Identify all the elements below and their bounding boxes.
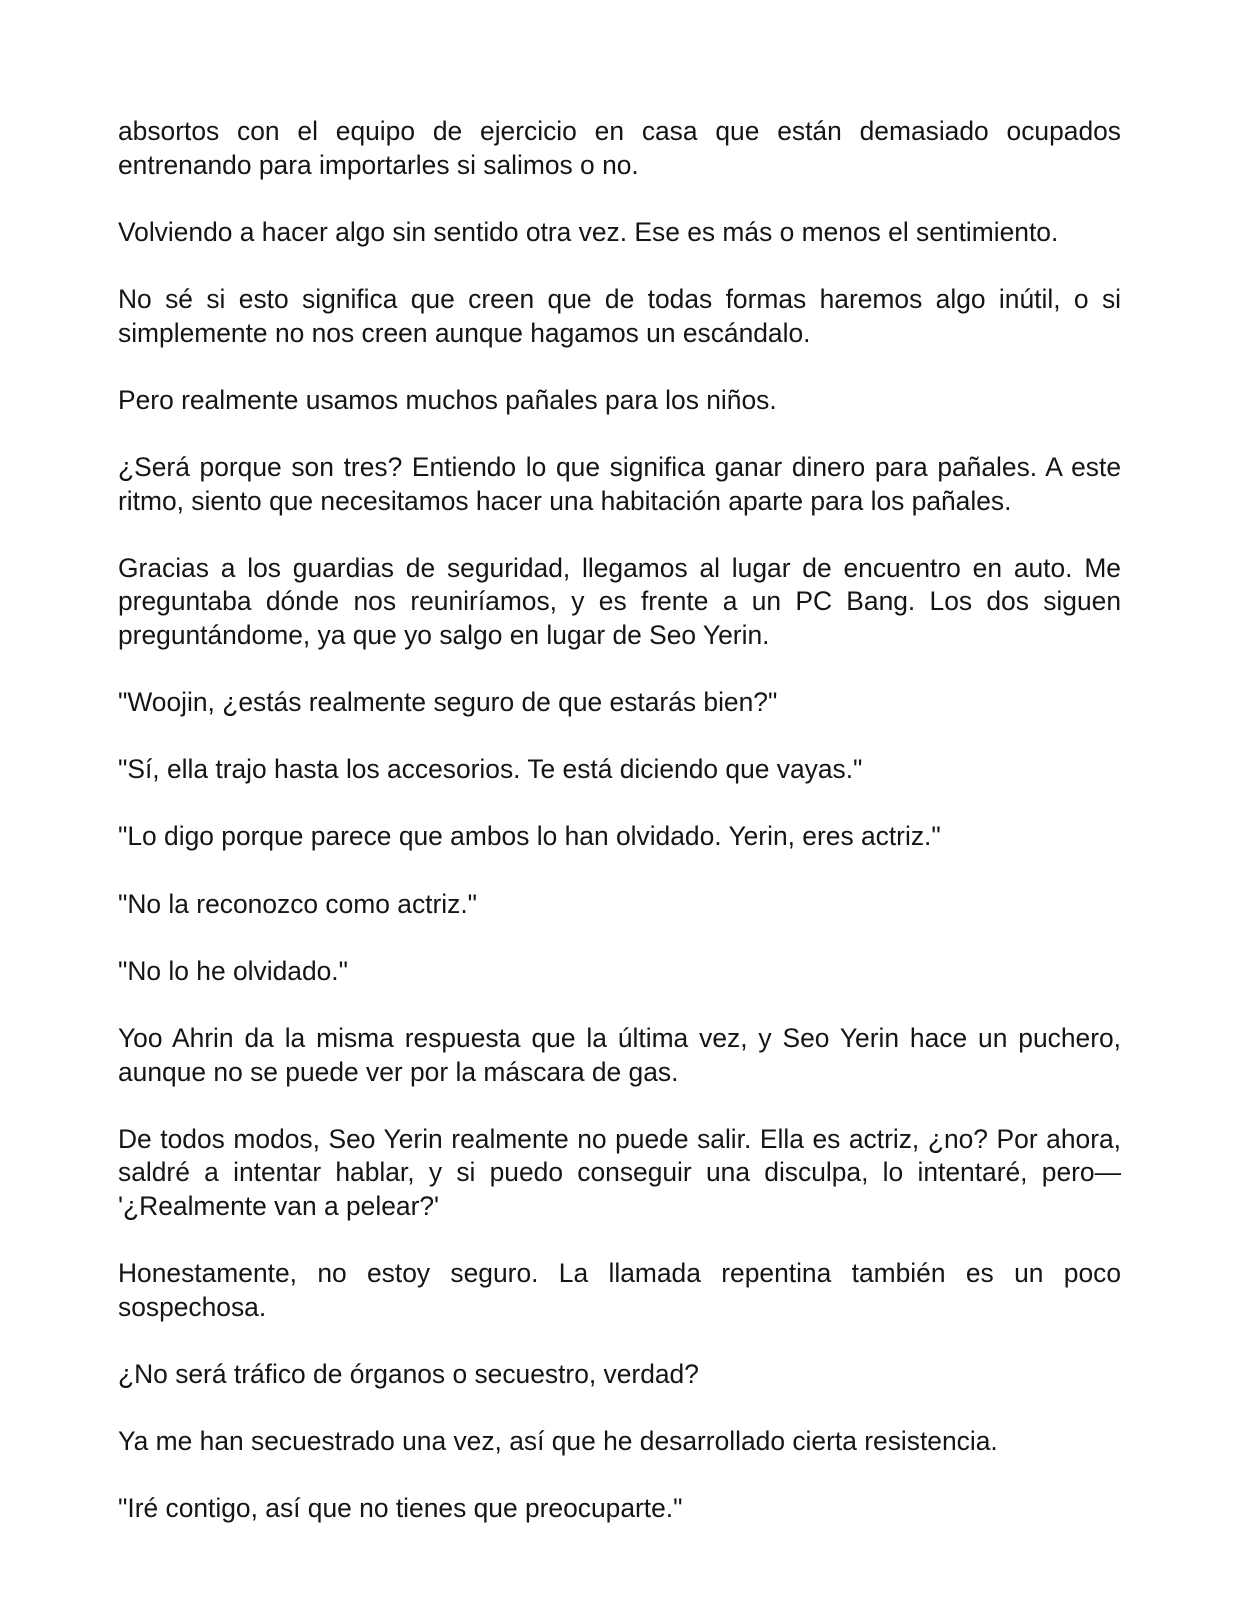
paragraph: absortos con el equipo de ejercicio en casa que están demasiado ocupados entrenando para importarles si salimos o no. bbox=[118, 116, 1121, 180]
document-body bbox=[118, 115, 1121, 1526]
paragraph: No sé si esto significa que creen que de todas formas haremos algo inútil, o si simplemente no nos creen aunque hagamos un escándalo. bbox=[118, 283, 1121, 348]
dialogue-line: "No lo he olvidado." bbox=[118, 955, 349, 986]
paragraph: Pero realmente usamos muchos pañales para los niños. bbox=[118, 384, 777, 415]
paragraph: Ya me han secuestrado una vez, así que he desarrollado cierta resistencia. bbox=[118, 1426, 998, 1457]
dialogue-line: "Woojin, ¿estás realmente seguro de que estarás bien?" bbox=[118, 687, 778, 718]
paragraph: ¿Será porque son tres? Entiendo lo que significa ganar dinero para pañales. A este ritmo, siento que necesitamos hacer una habitación aparte para los pañales. bbox=[118, 451, 1121, 516]
dialogue-line: "No la reconozco como actriz." bbox=[118, 888, 478, 919]
dialogue-line: "Sí, ella trajo hasta los accesorios. Te está diciendo que vayas." bbox=[118, 754, 863, 785]
paragraph: Yoo Ahrin da la misma respuesta que la última vez, y Seo Yerin hace un puchero, aunque no se puede ver por la máscara de gas. bbox=[118, 1023, 1121, 1087]
paragraph: ¿No será tráfico de órganos o secuestro, verdad? bbox=[118, 1358, 699, 1389]
paragraph: Honestamente, no estoy seguro. La llamada repentina también es un poco sospechosa. bbox=[118, 1258, 1121, 1322]
dialogue-line: "Iré contigo, así que no tienes que preocuparte." bbox=[118, 1493, 683, 1524]
dialogue-line: "Lo digo porque parece que ambos lo han olvidado. Yerin, eres actriz." bbox=[118, 821, 941, 852]
paragraph: De todos modos, Seo Yerin realmente no puede salir. Ella es actriz, ¿no? Por ahora, saldré a intentar hablar, y si puedo conseguir una disculpa, lo intentaré, pero— '¿Realmente van a pelear?' bbox=[118, 1123, 1121, 1221]
paragraph: Volviendo a hacer algo sin sentido otra vez. Ese es más o menos el sentimiento. bbox=[118, 216, 1059, 247]
paragraph: Gracias a los guardias de seguridad, llegamos al lugar de encuentro en auto. Me preguntaba dónde nos reuniríamos, y es frente a un PC Bang. Los dos siguen preguntándome, ya que yo salgo en lugar de Seo Yerin. bbox=[118, 552, 1121, 650]
